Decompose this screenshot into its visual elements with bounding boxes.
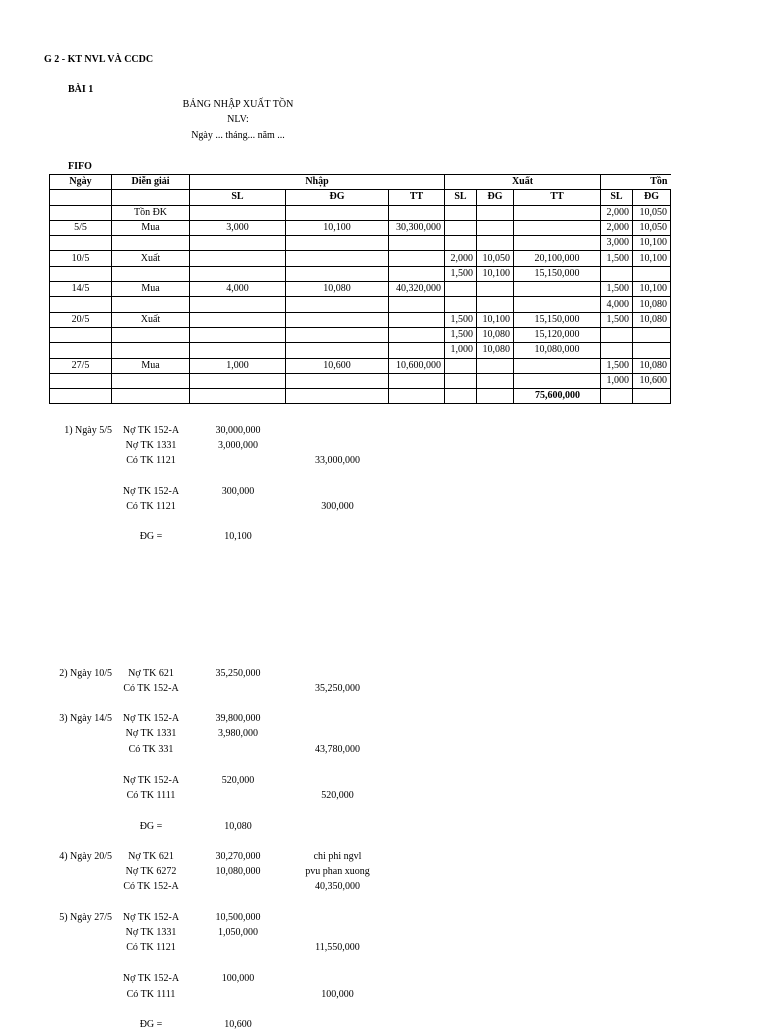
cell-desc [112, 343, 190, 358]
cell-in-sl [190, 343, 286, 358]
journal-entry-label: 1) Ngày 5/5 [64, 425, 112, 436]
cell-in-dg [286, 236, 389, 251]
journal-debit: 1,050,000 [218, 927, 258, 938]
journal-debit: 35,250,000 [215, 668, 261, 679]
journal-account: Nợ TK 152-A [122, 486, 180, 497]
cell-in-tt: 10,600,000 [389, 358, 445, 373]
journal-credit: 35,250,000 [315, 683, 360, 694]
cell-out-sl [445, 236, 477, 251]
journal-debit: 30,270,000 [215, 851, 261, 862]
cell-date [50, 266, 112, 281]
journal-account: Nợ TK 152-A [122, 775, 180, 786]
journal-credit: 100,000 [321, 989, 354, 1000]
report-subtitle: NLV: [227, 114, 249, 125]
cell-out-sl: 2,000 [445, 251, 477, 266]
cell-in-sl [190, 297, 286, 312]
cell-out-sl: 1,500 [445, 327, 477, 342]
cell-in-tt: 30,300,000 [389, 220, 445, 235]
cell-stock-dg: 10,080 [633, 358, 671, 373]
table-row [50, 220, 671, 235]
cell-in-tt [389, 373, 445, 388]
cell-in-sl [190, 236, 286, 251]
cell-in-tt [389, 297, 445, 312]
cell-out-sl [445, 282, 477, 297]
cell-date [50, 343, 112, 358]
journal-account: Nợ TK 1331 [125, 927, 177, 938]
cell-date: 14/5 [50, 282, 112, 297]
cell-in-dg [286, 389, 389, 404]
cell-in-tt: 40,320,000 [389, 282, 445, 297]
journal-debit: 10,500,000 [215, 912, 261, 923]
header-desc: Diễn giải [112, 175, 190, 190]
cell-stock-sl [601, 266, 633, 281]
cell-stock-sl: 3,000 [601, 236, 633, 251]
cell-stock-dg: 10,050 [633, 205, 671, 220]
cell-out-tt [514, 220, 601, 235]
cell-date [50, 236, 112, 251]
cell-in-dg [286, 312, 389, 327]
cell-stock-sl: 4,000 [601, 297, 633, 312]
table-subheader-row [50, 190, 671, 205]
cell-out-dg [477, 373, 514, 388]
cell-stock-dg: 10,100 [633, 236, 671, 251]
table-row [50, 327, 671, 342]
cell-in-sl [190, 327, 286, 342]
cell-in-dg: 10,600 [286, 358, 389, 373]
table-row [50, 373, 671, 388]
cell-stock-sl: 1,500 [601, 312, 633, 327]
journal-debit: 3,980,000 [218, 728, 258, 739]
journal-account: Có TK 331 [128, 744, 174, 755]
cell-in-dg [286, 297, 389, 312]
exercise-label: BÀI 1 [68, 84, 94, 95]
cell-desc: Mua [112, 220, 190, 235]
table-row [50, 266, 671, 281]
cell-stock-sl: 1,500 [601, 251, 633, 266]
journal-debit: 10,080,000 [215, 866, 261, 877]
cell-in-tt [389, 266, 445, 281]
cell-out-sl [445, 220, 477, 235]
cell-out-dg: 10,080 [477, 343, 514, 358]
journal-account: Nợ TK 621 [128, 851, 174, 862]
cell-in-dg: 10,100 [286, 220, 389, 235]
cell-out-tt [514, 297, 601, 312]
cell-out-tt [514, 236, 601, 251]
cell-date: 5/5 [50, 220, 112, 235]
cell-in-sl [190, 389, 286, 404]
cell-date: 27/5 [50, 358, 112, 373]
table-row [50, 282, 671, 297]
cell-out-dg: 10,050 [477, 251, 514, 266]
journal-debit: 10,600 [224, 1019, 252, 1030]
journal-account: Có TK 1121 [126, 455, 176, 466]
cell-in-tt [389, 327, 445, 342]
cell-out-sl [445, 389, 477, 404]
header-stock: Tồn [601, 175, 671, 190]
report-date-line: Ngày ... tháng... năm ... [191, 130, 285, 141]
cell-stock-dg [633, 327, 671, 342]
cell-in-dg [286, 327, 389, 342]
cell-out-sl [445, 205, 477, 220]
cell-in-tt [389, 251, 445, 266]
cell-out-dg: 10,080 [477, 327, 514, 342]
cell-out-sl [445, 373, 477, 388]
cell-date [50, 327, 112, 342]
journal-account: Có TK 152-A [123, 881, 179, 892]
report-title: BẢNG NHẬP XUẤT TỒN [182, 99, 294, 110]
cell-out-tt: 10,080,000 [514, 343, 601, 358]
cell-out-sl: 1,500 [445, 266, 477, 281]
journal-account: ĐG = [139, 1019, 163, 1030]
journal-account: Có TK 1121 [126, 501, 176, 512]
cell-desc [112, 236, 190, 251]
cell-stock-dg [633, 389, 671, 404]
journal-debit: 3,000,000 [218, 440, 258, 451]
subheader-out-sl: SL [445, 190, 477, 205]
subheader-empty [50, 190, 112, 205]
cell-out-dg [477, 389, 514, 404]
subheader-out-tt: TT [514, 190, 601, 205]
cell-in-dg [286, 205, 389, 220]
cell-in-sl: 1,000 [190, 358, 286, 373]
cell-desc: Tồn ĐK [112, 205, 190, 220]
cell-out-sl: 1,500 [445, 312, 477, 327]
journal-account: Có TK 1111 [126, 989, 176, 1000]
header-in: Nhập [190, 175, 445, 190]
journal-debit: 520,000 [221, 775, 255, 786]
cell-in-dg [286, 251, 389, 266]
cell-out-sl: 1,000 [445, 343, 477, 358]
cell-stock-sl: 1,500 [601, 282, 633, 297]
cell-out-sl [445, 297, 477, 312]
journal-entry-label: 5) Ngày 27/5 [59, 912, 112, 923]
cell-out-tt [514, 205, 601, 220]
cell-in-sl: 3,000 [190, 220, 286, 235]
journal-account: Nợ TK 1331 [125, 440, 177, 451]
cell-out-dg [477, 282, 514, 297]
subheader-stock-sl: SL [601, 190, 633, 205]
cell-stock-sl [601, 389, 633, 404]
table-row [50, 236, 671, 251]
cell-out-dg [477, 297, 514, 312]
cell-date [50, 373, 112, 388]
journal-account: Nợ TK 152-A [122, 713, 180, 724]
subheader-out-dg: ĐG [477, 190, 514, 205]
cell-in-sl [190, 373, 286, 388]
journal-account: Nợ TK 6272 [125, 866, 177, 877]
cell-desc [112, 373, 190, 388]
journal-account: Nợ TK 621 [128, 668, 174, 679]
table-header-row [50, 175, 671, 190]
cell-stock-dg: 10,100 [633, 282, 671, 297]
subheader-in-tt: TT [389, 190, 445, 205]
subheader-in-dg: ĐG [286, 190, 389, 205]
cell-in-sl [190, 266, 286, 281]
journal-account: Nợ TK 152-A [122, 973, 180, 984]
cell-in-dg [286, 266, 389, 281]
cell-date [50, 389, 112, 404]
journal-entry-label: 4) Ngày 20/5 [59, 851, 112, 862]
table-row [50, 297, 671, 312]
journal-credit: 11,550,000 [315, 942, 360, 953]
journal-entry-label: 3) Ngày 14/5 [59, 713, 112, 724]
cell-stock-sl [601, 343, 633, 358]
cell-date: 20/5 [50, 312, 112, 327]
cell-in-tt [389, 343, 445, 358]
cell-in-tt [389, 205, 445, 220]
cell-in-tt [389, 236, 445, 251]
journal-entry-label: 2) Ngày 10/5 [59, 668, 112, 679]
cell-stock-dg: 10,600 [633, 373, 671, 388]
cell-out-tt [514, 373, 601, 388]
cell-in-sl [190, 312, 286, 327]
cell-out-tt [514, 282, 601, 297]
cell-desc: Xuất [112, 251, 190, 266]
cell-in-tt [389, 312, 445, 327]
cell-date: 10/5 [50, 251, 112, 266]
journal-debit: 39,800,000 [215, 713, 261, 724]
cell-desc: Xuất [112, 312, 190, 327]
journal-debit: 10,100 [224, 531, 252, 542]
table-row [50, 205, 671, 220]
cell-out-dg [477, 220, 514, 235]
header-out: Xuất [445, 175, 601, 190]
subheader-in-sl: SL [190, 190, 286, 205]
journal-credit: 33,000,000 [315, 455, 360, 466]
sheet-title: G 2 - KT NVL VÀ CCDC [44, 54, 154, 65]
table-row [50, 358, 671, 373]
cell-stock-dg [633, 266, 671, 281]
cell-in-sl [190, 251, 286, 266]
cell-stock-sl: 1,000 [601, 373, 633, 388]
cell-in-dg [286, 373, 389, 388]
cell-in-sl: 4,000 [190, 282, 286, 297]
cell-out-tt: 15,150,000 [514, 312, 601, 327]
cell-out-dg [477, 358, 514, 373]
cell-desc [112, 297, 190, 312]
table-row [50, 251, 671, 266]
cell-desc: Mua [112, 358, 190, 373]
cell-out-tt: 20,100,000 [514, 251, 601, 266]
cell-out-sl [445, 358, 477, 373]
journal-account: Nợ TK 152-A [122, 425, 180, 436]
cell-stock-dg: 10,080 [633, 297, 671, 312]
journal-credit: 40,350,000 [315, 881, 360, 892]
cell-desc [112, 327, 190, 342]
cell-stock-dg [633, 343, 671, 358]
header-date: Ngày [50, 175, 112, 190]
cell-in-dg [286, 343, 389, 358]
method-label: FIFO [68, 161, 92, 172]
journal-account: Nợ TK 152-A [122, 912, 180, 923]
cell-stock-sl: 2,000 [601, 205, 633, 220]
cell-out-tt: 15,150,000 [514, 266, 601, 281]
journal-debit: 10,080 [224, 821, 252, 832]
cell-stock-dg: 10,050 [633, 220, 671, 235]
cell-stock-dg: 10,080 [633, 312, 671, 327]
cell-desc: Mua [112, 282, 190, 297]
cell-out-dg [477, 205, 514, 220]
cell-in-sl [190, 205, 286, 220]
journal-credit: 300,000 [321, 501, 354, 512]
journal-credit: 43,780,000 [315, 744, 360, 755]
cell-out-tt: 15,120,000 [514, 327, 601, 342]
cell-in-dg: 10,080 [286, 282, 389, 297]
cell-stock-sl [601, 327, 633, 342]
subheader-empty [112, 190, 190, 205]
cell-out-dg: 10,100 [477, 266, 514, 281]
cell-desc [112, 389, 190, 404]
journal-account: Có TK 152-A [123, 683, 179, 694]
total-out-value: 75,600,000 [535, 390, 580, 401]
journal-account: ĐG = [139, 821, 163, 832]
cell-desc [112, 266, 190, 281]
cell-out-dg [477, 236, 514, 251]
cell-in-tt [389, 389, 445, 404]
journal-account: ĐG = [139, 531, 163, 542]
cell-out-tt [514, 358, 601, 373]
cell-stock-sl: 1,500 [601, 358, 633, 373]
table-row [50, 343, 671, 358]
journal-account: Có TK 1121 [126, 942, 176, 953]
journal-credit: pvu phan xuong [305, 866, 370, 877]
cell-date [50, 205, 112, 220]
journal-debit: 30,000,000 [215, 425, 261, 436]
cell-date [50, 297, 112, 312]
cell-out-dg: 10,100 [477, 312, 514, 327]
cell-stock-dg: 10,100 [633, 251, 671, 266]
journal-account: Nợ TK 1331 [125, 728, 177, 739]
journal-debit: 300,000 [221, 486, 255, 497]
journal-credit: chi phi ngvl [313, 851, 362, 862]
journal-debit: 100,000 [221, 973, 255, 984]
subheader-stock-dg: ĐG [633, 190, 671, 205]
table-row [50, 312, 671, 327]
inventory-table [49, 174, 671, 404]
cell-stock-sl: 2,000 [601, 220, 633, 235]
journal-account: Có TK 1111 [126, 790, 176, 801]
journal-credit: 520,000 [321, 790, 354, 801]
